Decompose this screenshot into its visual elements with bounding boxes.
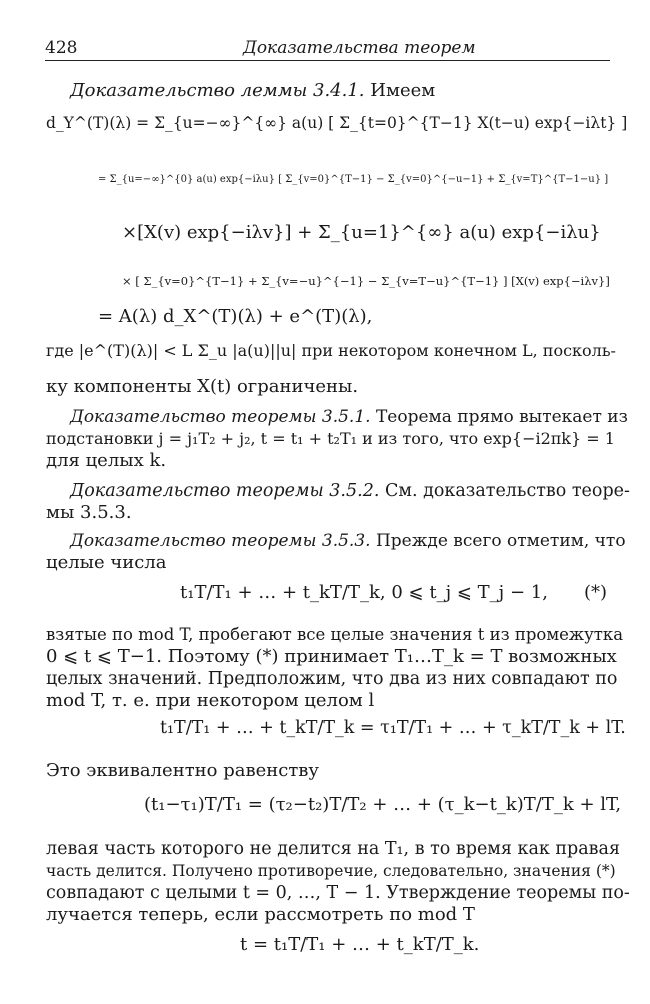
equation-2-text: = Σ_{u=−∞}^{0} a(u) exp{−iλu} [ Σ_{v=0}^{T−1} − Σ_{v=0}^{−u−1} + Σ_{v=T}^{T−1−u} ] [98,174,609,185]
thm353-p2: 0 ⩽ t ⩽ T−1. Поэтому (*) принимает T₁…T_k = T возможных [46,646,617,667]
thm353-q1: левая часть которого не делится на T₁, в то время как правая [46,839,621,859]
equation-line-3 [122,222,601,243]
thm352-first-line [70,480,630,502]
lemma-where-line-2: ку компоненты X(t) ограничены. [46,376,359,397]
thm351-line3: для целых k. [46,450,167,471]
thm353-q3: совпадают с целыми t = 0, …, T − 1. Утверждение теоремы по- [46,883,630,903]
equation-3-text: ×[X(v) exp{−iλv}] + Σ_{u=1}^{∞} a(u) exp{−iλu} [122,222,601,243]
lemma-where-line: где |e^(T)(λ)| < L Σ_u |a(u)||u| при некотором конечном L, посколь- [46,341,616,360]
thm353-q4: лучается теперь, если рассмотреть по mod T [46,904,475,925]
equation-line-5 [98,306,372,327]
equation-b: t₁T/T₁ + … + t_kT/T_k = τ₁T/T₁ + … + τ_kT/T_k + lT. [160,718,626,738]
equation-line-2 [98,174,608,185]
equation-line-4 [122,274,610,288]
thm352-line2: мы 3.5.3. [46,502,132,523]
equation-star: t₁T/T₁ + … + t_kT/T_k, 0 ⩽ t_j ⩽ T_j − 1, [180,582,548,603]
equation-4-text: × [ Σ_{v=0}^{T−1} + Σ_{v=−u}^{−1} − Σ_{v=T−u}^{T−1} ] [X(v) exp{−iλv}] [122,274,610,288]
thm351-first-line [70,406,628,428]
thm351-line2: подстановки j = j₁T₂ + j₂, t = t₁ + t₂T₁ и из того, что exp{−i2πk} = 1 [46,429,615,448]
thm353-title: Доказательство теоремы 3.5.3. [70,531,371,551]
thm353-p1: взятые по mod T, пробегают все целые значения t из промежутка [46,625,624,644]
equation-line-1 [46,114,627,132]
lemma-proof-intro: Имеем [370,80,436,101]
equation-d: t = t₁T/T₁ + … + t_kT/T_k. [240,934,480,955]
equation-1-text: d_Y^(T)(λ) = Σ_{u=−∞}^{∞} a(u) [ Σ_{t=0}^{T−1} X(t−u) exp{−iλt} ] [46,114,628,132]
page-number: 428 [45,38,78,58]
thm353-first-line [70,530,626,552]
thm351-title: Доказательство теоремы 3.5.1. [70,407,371,427]
lemma-proof-title: Доказательство леммы 3.4.1. [70,80,365,101]
thm352-line1: См. доказательство теоре- [384,481,630,501]
thm353-q2: часть делится. Получено противоречие, следовательно, значения (*) [46,862,616,880]
equation-5-text: = A(λ) d_X^(T)(λ) + e^(T)(λ), [98,306,373,327]
lemma-proof-heading [70,80,435,102]
thm351-line1: Теорема прямо вытекает из [375,407,628,427]
thm353-line1: Прежде всего отметим, что [375,531,626,551]
thm353-line2: целые числа [46,552,167,573]
thm352-title: Доказательство теоремы 3.5.2. [70,481,380,501]
page-header [45,36,610,61]
thm353-p4: mod T, т. е. при некотором целом l [46,690,375,711]
equation-c: (t₁−τ₁)T/T₁ = (τ₂−t₂)T/T₂ + … + (τ_k−t_k)T/T_k + lT, [144,794,622,815]
thm353-p3: целых значений. Предположим, что два из них совпадают по [46,669,618,689]
thm353-equiv: Это эквивалентно равенству [46,760,320,781]
running-head: Доказательства теорем [243,38,476,58]
equation-star-tag: (*) [584,582,608,603]
